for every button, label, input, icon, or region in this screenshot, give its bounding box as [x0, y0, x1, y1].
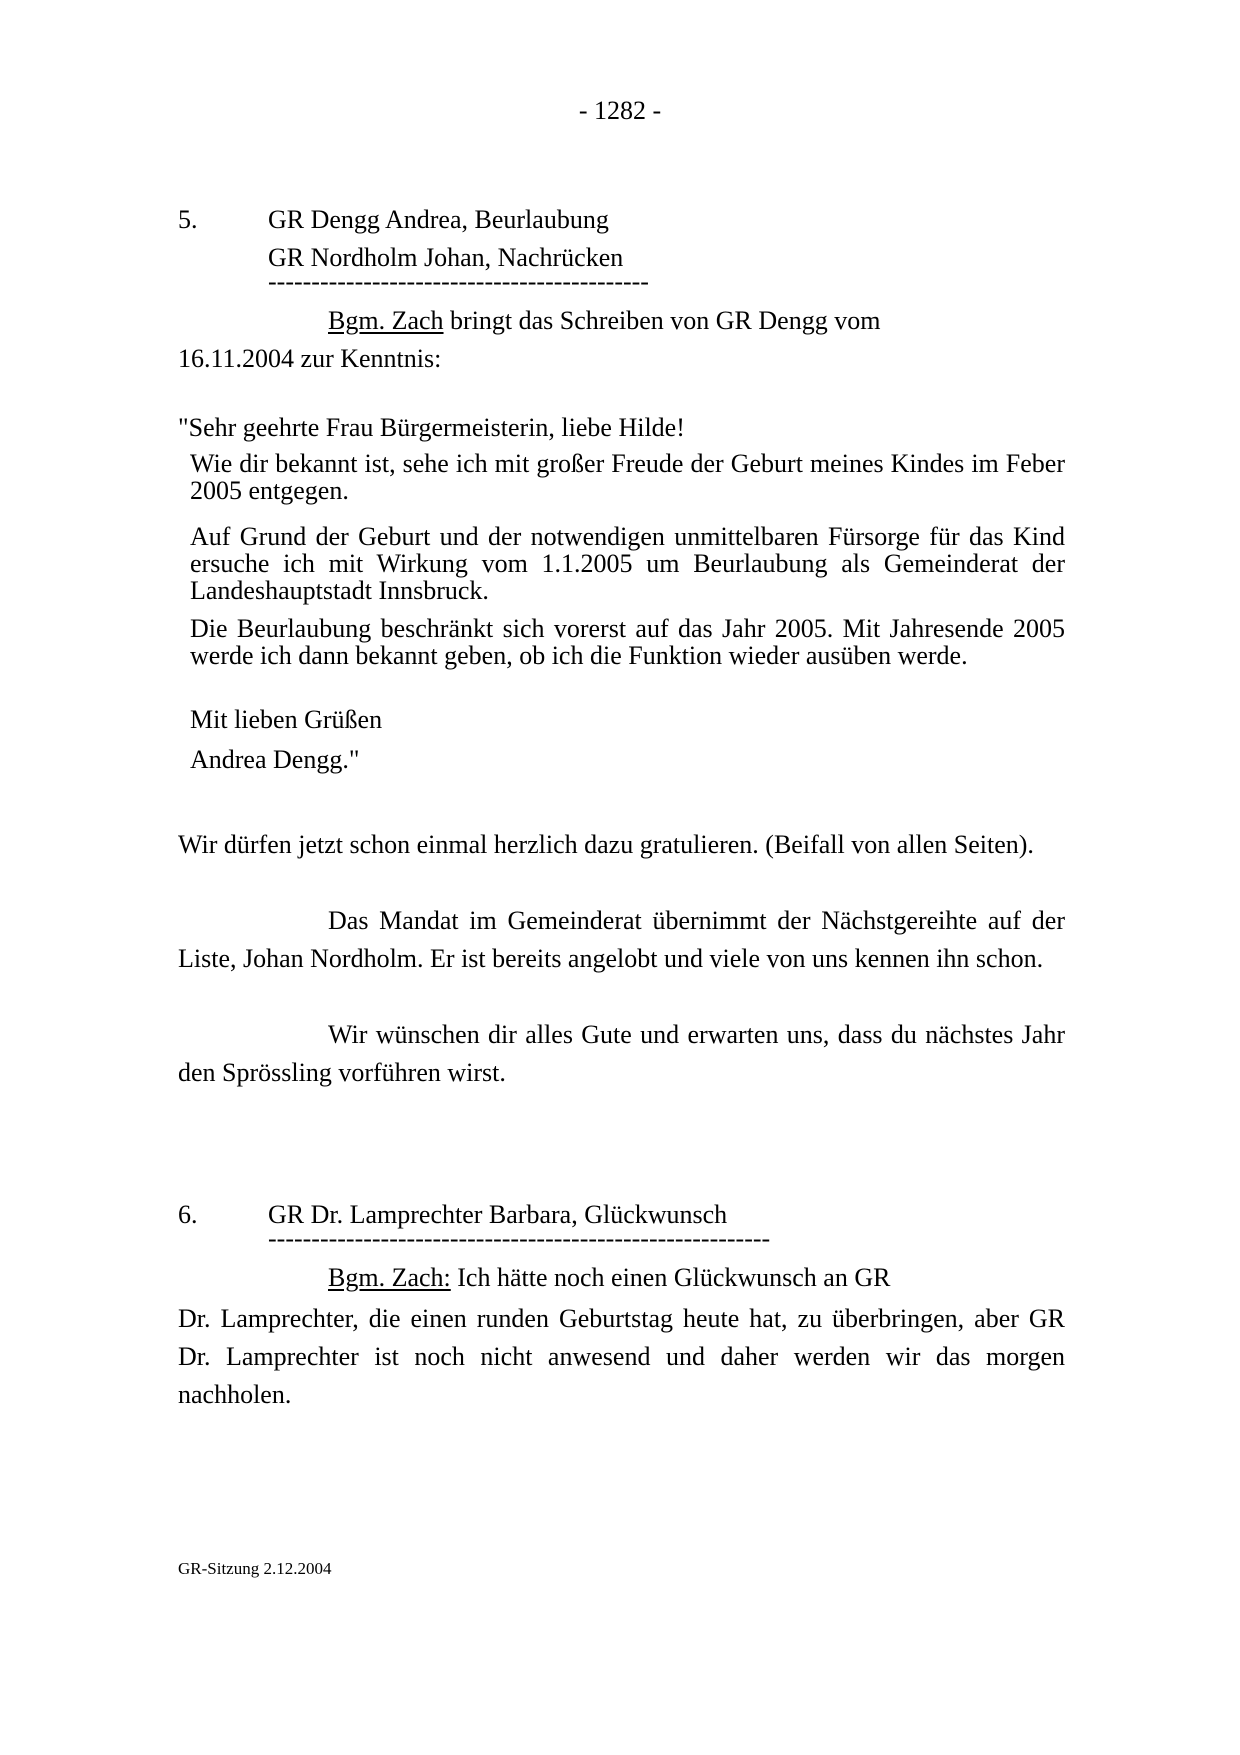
speaker-name: Bgm. Zach: [328, 306, 444, 335]
item-6-underline-rule: ----------------------------------------------------------: [268, 1224, 771, 1253]
item-5-intro-line: [328, 305, 880, 337]
letter-signature: Andrea Dengg.": [190, 745, 360, 774]
item-5-underline-rule: --------------------------------------------: [268, 267, 649, 296]
letter-paragraph-1: Wie dir bekannt ist, sehe ich mit großer Freude der Geburt meines Kindes im Feber 2005 entgegen.: [190, 449, 1065, 505]
paragraph-mandate: Das Mandat im Gemeinderat übernimmt der Nächstgereihte auf der Liste, Johan Nordholm. Er ist bereits angelobt und viele von uns kennen ihn schon.: [178, 906, 1065, 973]
item-5-intro-text: bringt das Schreiben von GR Dengg vom: [450, 306, 881, 335]
item-6-intro-text: Ich hätte noch einen Glückwunsch an GR: [457, 1263, 891, 1292]
item-6-body: Dr. Lamprechter, die einen runden Geburtstag heute hat, zu überbringen, aber GR Dr. Lamprechter ist noch nicht anwesend und daher werden wir das morgen nachholen.: [178, 1304, 1065, 1409]
item-5-title-line-1: GR Dengg Andrea, Beurlaubung: [268, 205, 609, 234]
item-5-number: 5.: [178, 205, 198, 234]
paragraph-congratulations: Wir dürfen jetzt schon einmal herzlich dazu gratulieren. (Beifall von allen Seiten).: [178, 830, 1034, 859]
footer-session-date: GR-Sitzung 2.12.2004: [178, 1559, 332, 1578]
letter-paragraph-3: Die Beurlaubung beschränkt sich vorerst auf das Jahr 2005. Mit Jahresende 2005 werde ich dann bekannt geben, ob ich die Funktion wieder ausüben werde.: [190, 614, 1065, 670]
letter-paragraph-2: Auf Grund der Geburt und der notwendigen unmittelbaren Fürsorge für das Kind ersuche ich mit Wirkung vom 1.1.2005 um Beurlaubung als Gemeinderat der Landeshauptstadt Innsbruck.: [190, 522, 1065, 605]
item-5-title-line-2: GR Nordholm Johan, Nachrücken: [268, 243, 624, 272]
item-5-intro-continuation: 16.11.2004 zur Kenntnis:: [178, 344, 442, 373]
item-6-intro-line: [328, 1262, 890, 1294]
letter-salutation: "Sehr geehrte Frau Bürgermeisterin, liebe Hilde!: [178, 413, 685, 442]
speaker-name: Bgm. Zach:: [328, 1263, 451, 1292]
paragraph-wishes: Wir wünschen dir alles Gute und erwarten uns, dass du nächstes Jahr den Sprössling vorführen wirst.: [178, 1020, 1065, 1087]
item-6-title: GR Dr. Lamprechter Barbara, Glückwunsch: [268, 1200, 728, 1229]
page-number: - 1282 -: [578, 96, 662, 125]
item-6-number: 6.: [178, 1200, 198, 1229]
letter-closing: Mit lieben Grüßen: [190, 705, 383, 734]
